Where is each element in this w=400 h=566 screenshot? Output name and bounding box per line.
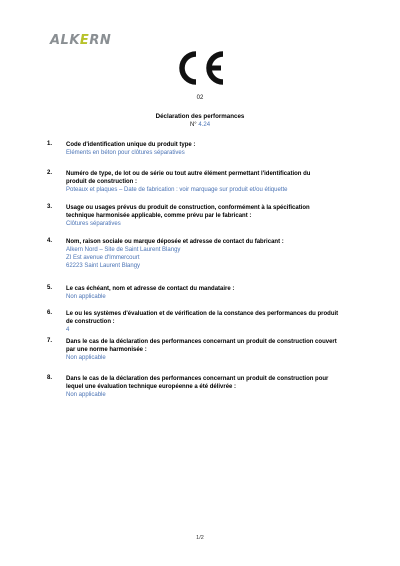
alkern-logo (50, 33, 134, 47)
item-number: 2. (47, 170, 53, 176)
logo-text-al: ALK (50, 32, 80, 48)
item-question: Le ou les systèmes d'évaluation et de vérification de la constance des performances du produit (66, 311, 339, 317)
item-number: 5. (47, 285, 53, 291)
item-answer: 4 (66, 327, 70, 333)
item-question: Code d'identification unique du produit type : (66, 142, 196, 148)
item-number: 7. (47, 338, 53, 344)
item-question: technique harmonisée applicable, comme prévu par le fabricant : (66, 213, 252, 219)
ce-number: 02 (196, 95, 204, 101)
logo-text-e: E (79, 32, 90, 48)
item-number: 3. (47, 204, 53, 210)
item-question: produit de construction : (66, 179, 137, 185)
item-number: 6. (47, 310, 53, 316)
item-answer: 62223 Saint Laurent Blangy (66, 263, 141, 269)
item-answer: Alkern Nord – Site de Saint Laurent Blangy (66, 247, 181, 253)
item-answer: ZI Est avenue d'Immercourt (66, 255, 140, 261)
page-number: 1/2 (196, 535, 204, 541)
declaration-number (0, 122, 400, 128)
item-question: Usage ou usages prévus du produit de construction, conformément à la spécification (66, 205, 310, 211)
item-question: Nom, raison sociale ou marque déposée et adresse de contact du fabricant : (66, 239, 284, 245)
item-answer: Non applicable (66, 355, 106, 361)
item-answer: Clôtures séparatives (66, 221, 121, 227)
ce-mark-icon (171, 49, 229, 87)
item-question: Dans le cas de la déclaration des performances concernant un produit de construction pour (66, 376, 329, 382)
item-number: 4. (47, 238, 53, 244)
item-question: lequel une évaluation technique européenne a été délivrée : (66, 384, 237, 390)
item-number: 8. (47, 375, 53, 381)
item-answer: Non applicable (66, 294, 106, 300)
logo-text-rn: RN (89, 32, 112, 48)
item-answer: Poteaux et plaques – Date de fabrication : voir marquage sur produit et/ou étiquette (66, 187, 288, 193)
declaration-number-label: N° (189, 122, 197, 128)
logo-text (50, 33, 111, 48)
item-question: de construction : (66, 319, 115, 325)
item-number: 1. (47, 141, 53, 147)
item-question: par une norme harmonisée : (66, 347, 147, 353)
item-question: Numéro de type, de lot ou de série ou tout autre élément permettant l'identification du (66, 171, 311, 177)
item-answer: Eléments en béton pour clôtures séparatives (66, 150, 185, 156)
declaration-number-value: 4.24 (198, 122, 211, 128)
item-answer: Non applicable (66, 392, 106, 398)
item-question: Dans le cas de la déclaration des performances concernant un produit de construction couvert (66, 339, 337, 345)
item-question: Le cas échéant, nom et adresse de contact du mandataire : (66, 286, 235, 292)
declaration-title: Déclaration des performances (155, 113, 245, 120)
